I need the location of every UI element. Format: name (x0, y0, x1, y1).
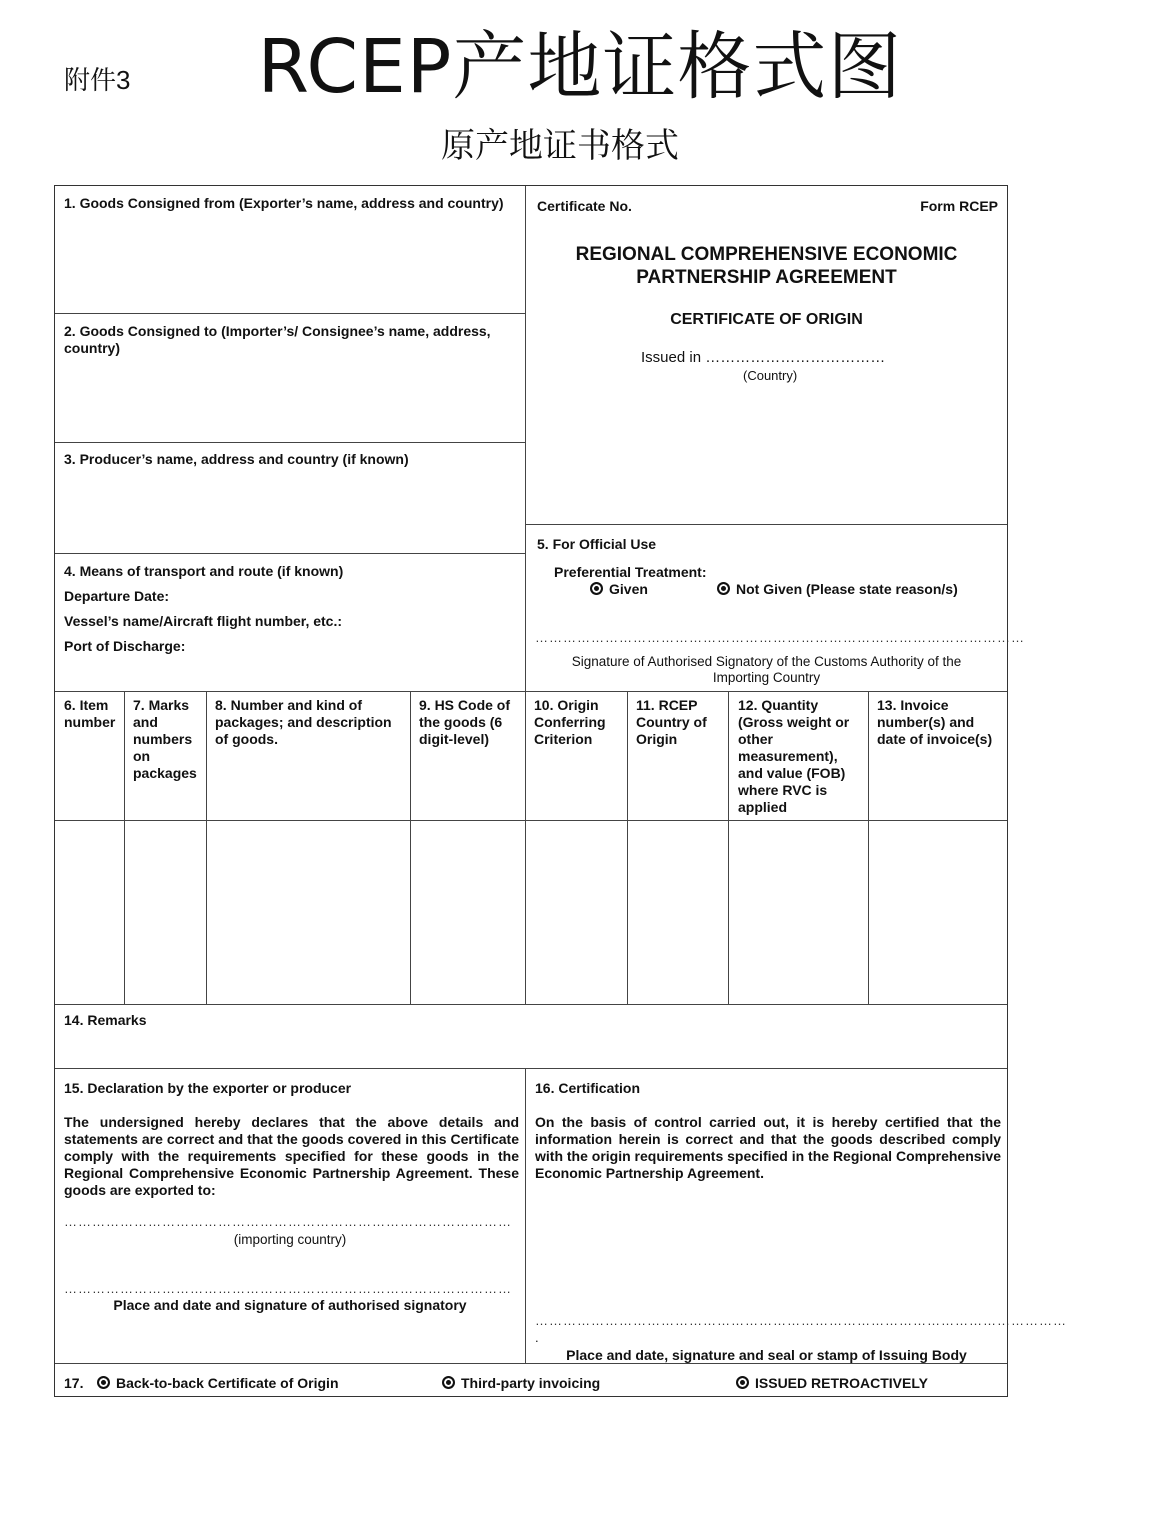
exporter-signature-dots: …………………………………………………………………………………… (64, 1281, 512, 1296)
divider (55, 442, 525, 443)
divider (55, 820, 1007, 821)
issuing-body-caption: Place and date, signature and seal or stamp of Issuing Body (566, 1347, 967, 1363)
departure-date-label: Departure Date: (64, 588, 170, 604)
customs-signature-caption-line2: Importing Country (712, 670, 821, 685)
issuing-body-dots: …………………………………………………………………………………………………… (535, 1313, 1067, 1328)
not-given-option[interactable]: Not Given (Please state reason/s) (717, 581, 958, 598)
country-caption: (Country) (743, 368, 798, 383)
exporter-signature-caption: Place and date and signature of authorised signatory (113, 1297, 467, 1313)
issued-retroactively-option[interactable]: ISSUED RETROACTIVELY (736, 1375, 928, 1392)
column-header-hs-code: 9. HS Code of the goods (6 digit-level) (419, 697, 511, 747)
certificate-form (54, 185, 1067, 1397)
port-of-discharge-label: Port of Discharge: (64, 638, 186, 654)
radio-icon (442, 1376, 455, 1389)
radio-icon (736, 1376, 749, 1389)
column-header-item-number: 6. Item number (64, 697, 116, 730)
agreement-title-line2: PARTNERSHIP AGREEMENT (636, 267, 897, 288)
box3-label: 3. Producer’s name, address and country (if known) (64, 451, 409, 467)
box16-label: 16. Certification (535, 1080, 641, 1096)
box14-label: 14. Remarks (64, 1012, 147, 1028)
column-divider (627, 691, 628, 1004)
certification-text: On the basis of control carried out, it is hereby certified that the information herein is correct and that the goods described comply with the origin requirements specified in the Regional Comprehensive Economic Partnership Agreement. (535, 1114, 1001, 1181)
column-divider (206, 691, 207, 1004)
certificate-of-origin-title: CERTIFICATE OF ORIGIN (670, 311, 863, 328)
declaration-text: The undersigned hereby declares that the above details and statements are correct and that the goods covered in this Certificate comply with the requirements specified for these goods in the Regional Comprehensive Economic Partnership Agreement. These goods are exported to: (64, 1114, 519, 1198)
back-to-back-option[interactable]: Back-to-back Certificate of Origin (97, 1375, 339, 1392)
divider (55, 691, 1007, 692)
column-divider (410, 691, 411, 1004)
radio-icon (97, 1376, 110, 1389)
column-header-origin-criterion: 10. Origin Conferring Criterion (534, 697, 606, 747)
divider (55, 313, 525, 314)
box5-label: 5. For Official Use (537, 536, 657, 552)
divider (525, 524, 1007, 525)
column-divider (728, 691, 729, 1004)
divider (55, 1004, 1007, 1005)
box4-label: 4. Means of transport and route (if known) (64, 563, 344, 579)
divider (525, 1068, 526, 1363)
form-rcep-label: Form RCEP (920, 198, 998, 214)
customs-signature-caption-line1: Signature of Authorised Signatory of the Customs Authority of the (571, 654, 962, 669)
main-title: RCEP产地证格式图 (257, 24, 903, 110)
divider (55, 1068, 1007, 1069)
certificate-no-label: Certificate No. (537, 198, 632, 214)
column-header-marks: 7. Marks and numbers on packages (133, 697, 197, 781)
column-header-quantity: 12. Quantity (Gross weight or other measurement), and value (FOB) where RVC is applied (738, 697, 850, 815)
column-divider (124, 691, 125, 1004)
box15-label: 15. Declaration by the exporter or producer (64, 1080, 352, 1096)
column-divider (868, 691, 869, 1004)
box2-label: 2. Goods Consigned to (Importer’s/ Consignee’s name, address, country) (64, 323, 491, 356)
issuing-body-dot: . (535, 1330, 539, 1345)
vessel-label: Vessel’s name/Aircraft flight number, etc.: (64, 613, 343, 629)
importing-country-caption: (importing country) (233, 1232, 347, 1247)
column-divider (525, 691, 526, 1004)
box1-label: 1. Goods Consigned from (Exporter’s name, address and country) (64, 195, 504, 211)
issued-in-field: Issued in ……………………………… (641, 349, 886, 366)
column-header-invoice: 13. Invoice number(s) and date of invoice(s) (877, 697, 993, 747)
column-header-country-of-origin: 11. RCEP Country of Origin (636, 697, 707, 747)
box17-label: 17. (64, 1375, 84, 1391)
sub-title: 原产地证书格式 (441, 126, 679, 166)
third-party-invoicing-option[interactable]: Third-party invoicing (442, 1375, 600, 1392)
importing-country-dots: …………………………………………………………………………………… (64, 1214, 512, 1229)
radio-icon (590, 582, 603, 595)
preferential-treatment-label: Preferential Treatment: (554, 564, 707, 580)
agreement-title-line1: REGIONAL COMPREHENSIVE ECONOMIC (575, 244, 958, 265)
column-header-description: 8. Number and kind of packages; and description of goods. (215, 697, 392, 747)
radio-icon (717, 582, 730, 595)
divider (55, 553, 525, 554)
attachment-label: 附件3 (64, 65, 131, 95)
given-option[interactable]: Given (590, 581, 648, 598)
signature-dots: …………………………………………………………………………………………… (535, 630, 1025, 645)
